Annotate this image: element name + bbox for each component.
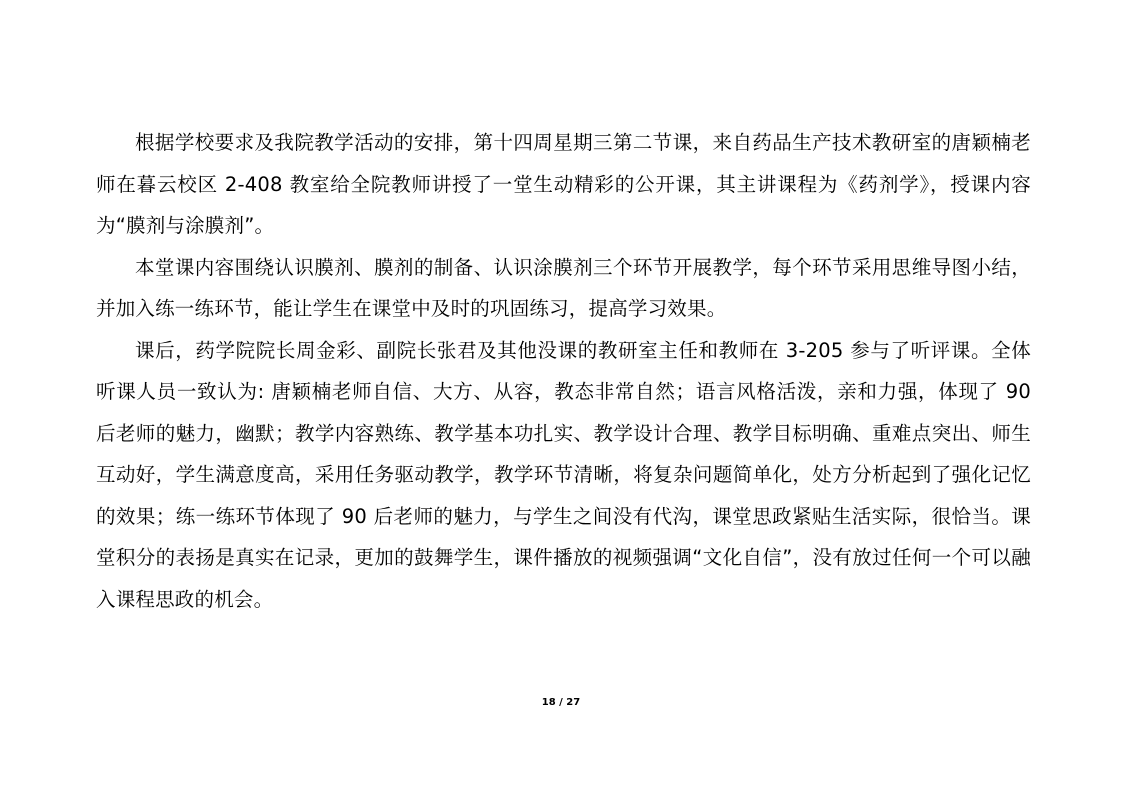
paragraph-3: 课后，药学院院长周金彩、副院长张君及其他没课的教研室主任和教师在 3-205 参与了听评课。全体听课人员一致认为: 唐颖楠老师自信、大方、从容，教态非常自然；语言风格活泼，亲和力强，体现了 90 后老师的魅力，幽默；教学内容熟练、教学基本功扎实、教学设计合理、教学目标明确、重难点突出、师生互动好，学生满意度高，采用任务驱动教学，教学环节清晰，将复杂问题简单化，处方分析起到了强化记忆的效果；练一练环节体现了 90 后老师的魅力，与学生之间没有代沟，课堂思政紧贴生活实际，很恰当。课堂积分的表扬是真实在记录，更加的鼓舞学生，课件播放的视频强调“文化自信”，没有放过任何一个可以融入课程思政的机会。 bbox=[96, 338, 1031, 611]
page-number: 18 / 27 bbox=[541, 697, 581, 708]
paragraph-1: 根据学校要求及我院教学活动的安排，第十四周星期三第二节课，来自药品生产技术教研室的唐颖楠老师在暮云校区 2-408 教室给全院教师讲授了一堂生动精彩的公开课，其主讲课程为《药剂学》，授课内容为“膜剂与涂膜剂”。 bbox=[96, 131, 1031, 237]
document-body bbox=[96, 122, 1031, 620]
paragraph-2: 本堂课内容围绕认识膜剂、膜剂的制备、认识涂膜剂三个环节开展教学，每个环节采用思维导图小结，并加入练一练环节，能让学生在课堂中及时的巩固练习，提高学习效果。 bbox=[96, 255, 1031, 320]
